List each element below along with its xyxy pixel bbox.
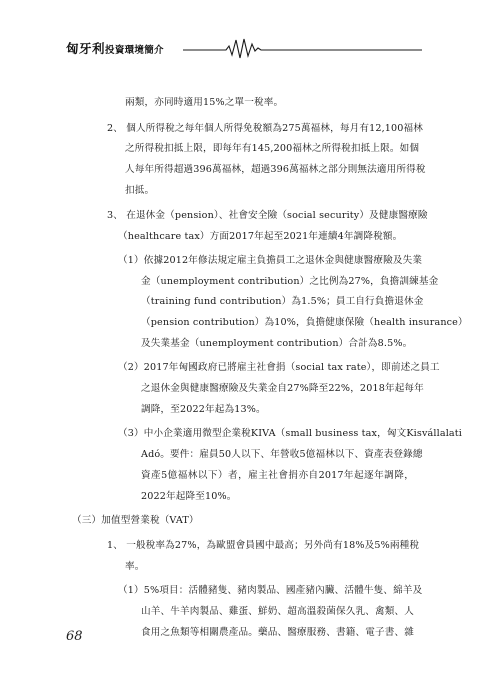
text-line: 食用之魚類等相關農產品。藥品、醫療服務、書籍、電子書、雜 — [141, 627, 414, 638]
text-line: 之所得稅扣抵上限，即每年有145,200福林之所得稅扣抵上限。如個 — [125, 143, 420, 154]
text-line: 2022年起降至10%。 — [141, 491, 237, 502]
text-line: 3、 在退休金（pension）、社會安全險（social security）及健康醫療險 — [107, 210, 428, 221]
text-line: 及失業基金（unemployment contribution）合計為8.5%。 — [141, 338, 413, 349]
text-line: （1）5%項目：活體豬隻、豬肉製品、國產豬內臟、活體牛隻、綿羊及 — [118, 585, 423, 596]
text-line: （healthcare tax）方面2017年起至2021年連續4年調降稅額。 — [118, 231, 403, 242]
text-line: 人每年所得超過396萬福林，超過396萬福林之部分則無法適用所得稅 — [125, 164, 426, 175]
running-header — [66, 36, 422, 60]
text-line: 山羊、牛羊肉製品、雞蛋、鮮奶、超高溫殺菌保久乳、禽類、人 — [141, 606, 414, 617]
text-line: 扣抵。 — [125, 185, 155, 196]
text-line: 金（unemployment contribution）之比例為27%，負擔訓練基金 — [141, 276, 439, 287]
text-line: （training fund contribution）為1.5%；員工自行負擔退休金 — [141, 296, 424, 307]
text-line: 調降，至2022年起為13%。 — [141, 404, 266, 415]
header-title-main: 匈牙利 — [66, 41, 106, 56]
text-line: 之退休金與健康醫療險及失業金自27%降至22%，2018年起每年 — [141, 383, 424, 394]
text-line: 兩類，亦同時適用15%之單一稅率。 — [125, 97, 284, 108]
header-title-sub: 投資環境簡介 — [105, 45, 164, 56]
text-line: 2、 個人所得稅之每年個人所得免稅額為275萬福林，每月有12,100福林 — [107, 123, 424, 134]
section-heading: （三）加值型營業稅（VAT） — [72, 515, 199, 526]
text-line: Adó。要件：雇員50人以下、年營收5億福林以下、資產表登錄總 — [141, 449, 423, 460]
page-number: 68 — [66, 629, 83, 644]
text-line: （pension contribution）為10%，負擔健康保險（health insurance） — [141, 317, 468, 328]
text-line: （1）依據2012年修法規定雇主負擔員工之退休金與健康醫療險及失業 — [118, 255, 423, 266]
text-line: （3）中小企業適用微型企業稅KIVA（small business tax，匈文Kisvállalati — [118, 428, 463, 439]
header-heartbeat-line — [66, 36, 422, 60]
text-line: 率。 — [125, 561, 145, 572]
text-line: （2）2017年匈國政府已將雇主社會捐（social tax rate），即前述之員工 — [118, 362, 440, 373]
text-line: 1、 一般稅率為27%，為歐盟會員國中最高；另外尚有18%及5%兩種稅 — [107, 540, 420, 551]
text-line: 資產5億福林以下）者，雇主社會捐亦自2017年起逐年調降， — [141, 470, 414, 481]
